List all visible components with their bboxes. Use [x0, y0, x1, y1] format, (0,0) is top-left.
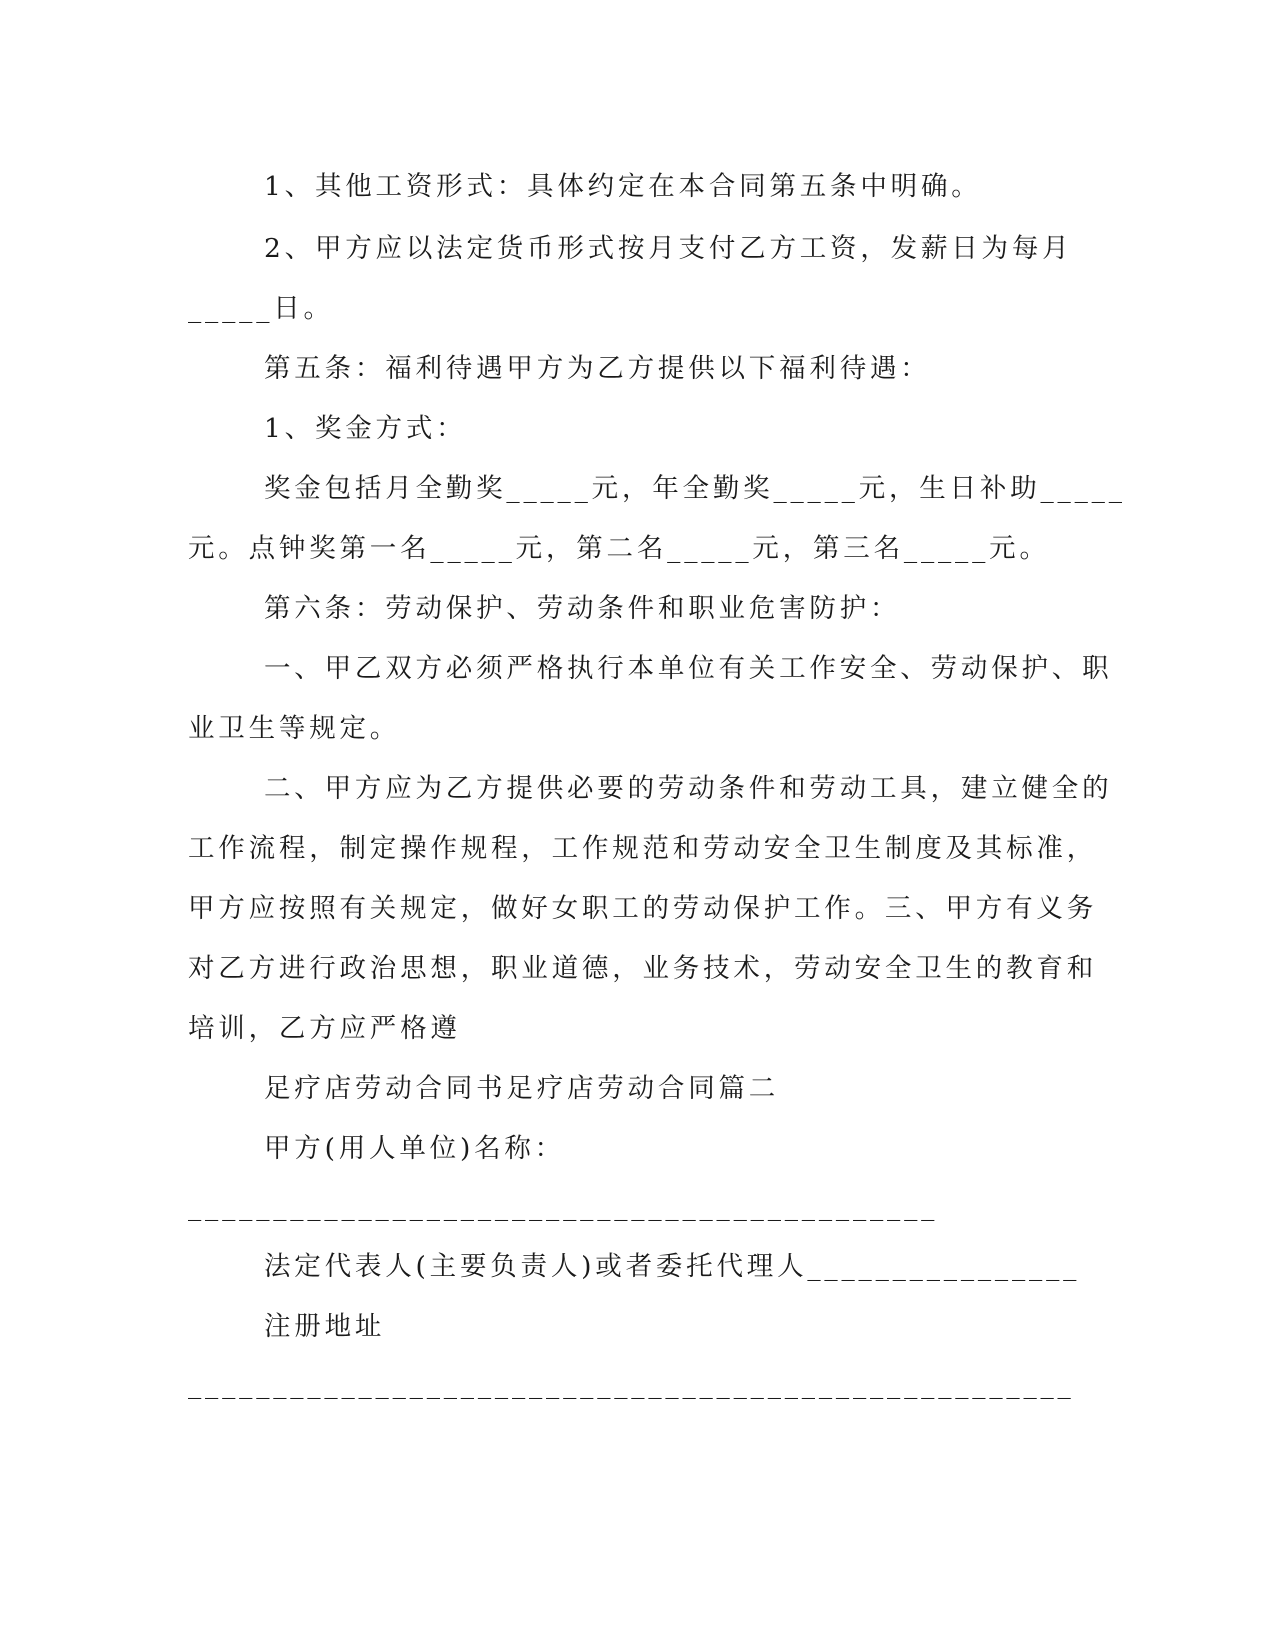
paragraph-bonus-method: 1、奖金方式： [264, 413, 467, 444]
paragraph-bonus-items-cont: 元。点钟奖第一名_____元，第二名_____元，第三名_____元。 [188, 533, 1050, 564]
paragraph-conditions-line5: 培训，乙方应严格遵 [188, 1013, 461, 1044]
section-two-title: 足疗店劳动合同书足疗店劳动合同篇二 [264, 1073, 780, 1104]
paragraph-conditions-line3: 甲方应按照有关规定，做好女职工的劳动保护工作。三、甲方有义务 [188, 893, 1097, 924]
paragraph-safety-rules-cont: 业卫生等规定。 [188, 713, 401, 744]
article-five-heading: 第五条：福利待遇甲方为乙方提供以下福利待遇： [264, 353, 931, 384]
paragraph-conditions: 二、甲方应为乙方提供必要的劳动条件和劳动工具，建立健全的 [264, 773, 1113, 804]
paragraph-bonus-items: 奖金包括月全勤奖_____元，年全勤奖_____元，生日补助_____ [264, 473, 1126, 504]
paragraph-wage-form: 1、其他工资形式：具体约定在本合同第五条中明确。 [264, 171, 982, 202]
paragraph-payday-cont: _____日。 [188, 293, 334, 324]
paragraph-conditions-line4: 对乙方进行政治思想，职业道德，业务技术，劳动安全卫生的教育和 [188, 953, 1097, 984]
paragraph-safety-rules: 一、甲乙双方必须严格执行本单位有关工作安全、劳动保护、职 [264, 653, 1113, 684]
registered-address-blank: ____________________________________________________ [188, 1369, 1075, 1400]
party-a-name-blank: ____________________________________________ [188, 1191, 939, 1222]
paragraph-conditions-line2: 工作流程，制定操作规程，工作规范和劳动安全卫生制度及其标准， [188, 833, 1097, 864]
registered-address-label: 注册地址 [264, 1311, 386, 1342]
legal-representative-field: 法定代表人(主要负责人)或者委托代理人________________ [264, 1251, 1081, 1282]
paragraph-payday: 2、甲方应以法定货币形式按月支付乙方工资，发薪日为每月 [264, 233, 1073, 264]
article-six-heading: 第六条：劳动保护、劳动条件和职业危害防护： [264, 593, 901, 624]
party-a-name-label: 甲方(用人单位)名称： [264, 1133, 565, 1164]
